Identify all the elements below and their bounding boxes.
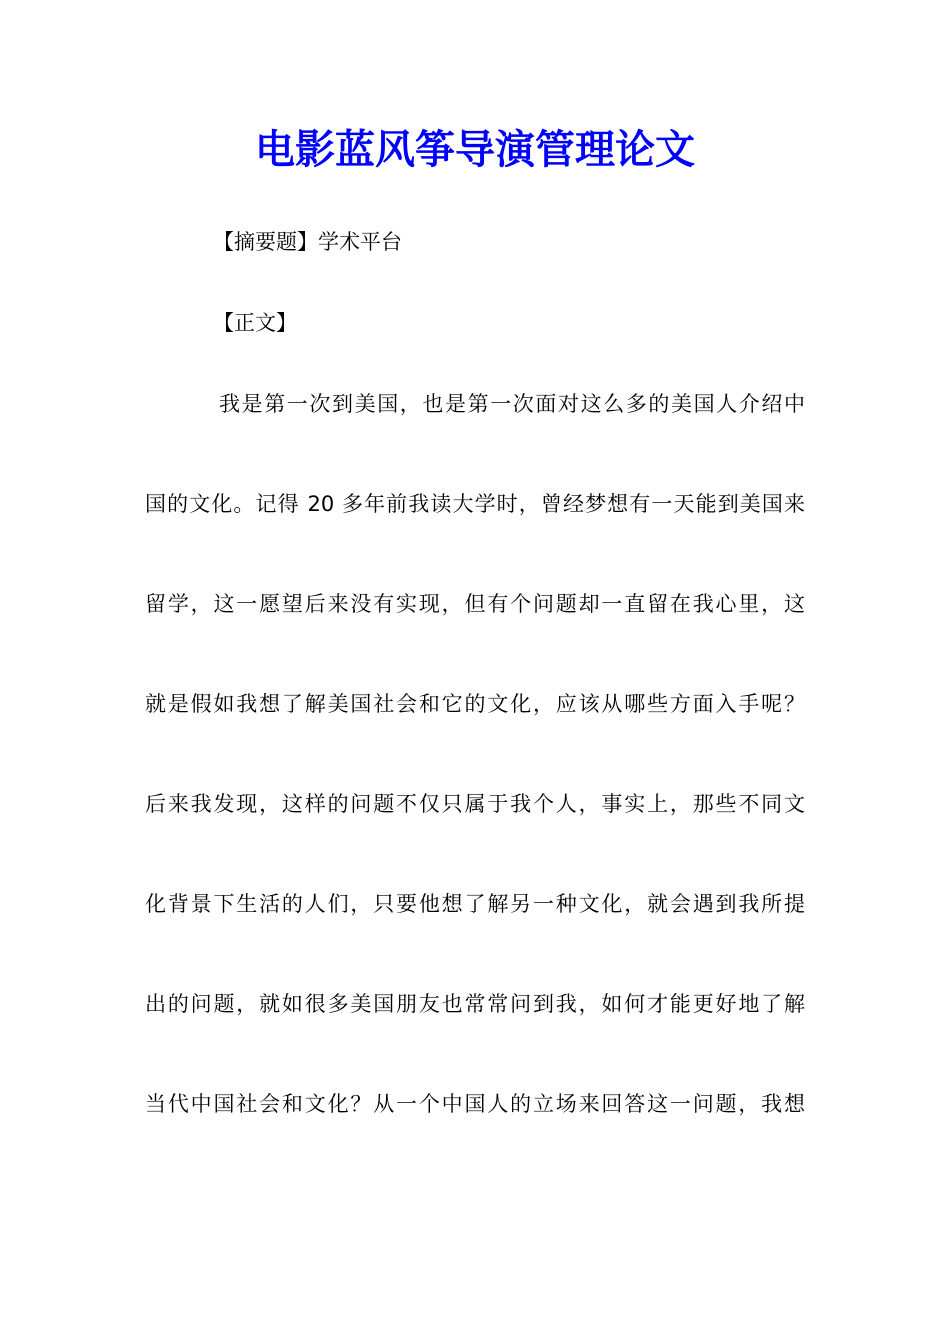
document-title: 电影蓝风筝导演管理论文 [255,126,695,173]
abstract-label: 【摘要题】学术平台 [213,230,402,254]
body-paragraph [145,388,805,1188]
body-line-8: 当代中国社会和文化？从一个中国人的立场来回答这一问题，我想 [145,1092,805,1116]
body-line-6: 化背景下生活的人们，只要他想了解另一种文化，就会遇到我所提 [145,892,805,916]
body-line-2: 国的文化。记得 20 多年前我读大学时，曾经梦想有一天能到美国来 [145,492,805,516]
body-line-1: 我是第一次到美国，也是第一次面对这么多的美国人介绍中 [219,392,805,416]
body-label: 【正文】 [213,311,297,335]
body-line-4: 就是假如我想了解美国社会和它的文化，应该从哪些方面入手呢？ [145,692,805,716]
body-line-3: 留学，这一愿望后来没有实现，但有个问题却一直留在我心里，这 [145,592,805,616]
body-line-5: 后来我发现，这样的问题不仅只属于我个人，事实上，那些不同文 [145,792,805,816]
body-line-7: 出的问题，就如很多美国朋友也常常问到我，如何才能更好地了解 [145,992,805,1016]
